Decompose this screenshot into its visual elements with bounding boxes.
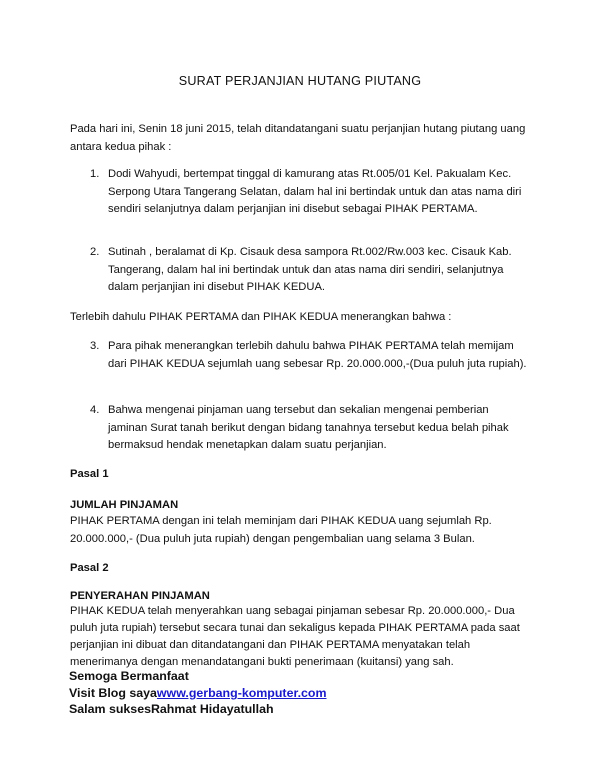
document-title: SURAT PERJANJIAN HUTANG PIUTANG	[178, 74, 422, 88]
list-item-declaration-4	[90, 402, 530, 455]
footer-salam: Salam suksesRahmat Hidayatullah	[69, 702, 274, 716]
blog-link[interactable]: www.gerbang-komputer.com	[156, 686, 327, 700]
list-number: 1.	[90, 168, 100, 180]
pasal-2-body: PIHAK KEDUA telah menyerahkan uang sebagai pinjaman sebesar Rp. 20.000.000,- Dua puluh juta rupiah) tersebut secara tunai dan sekaligus kepada PIHAK PERTAMA pada saat perjanjian ini dibuat dan ditandatangani dan PIHAK PERTAMA menyatakan telah menerimanya dengan menandatangani bukti penerimaan (kuitansi) yang sah.	[70, 605, 520, 668]
footer-visit-prefix: Visit Blog saya	[69, 686, 157, 700]
list-text: Para pihak menerangkan terlebih dahulu bahwa PIHAK PERTAMA telah memijam dari PIHAK KEDUA sejumlah uang sebesar Rp. 20.000.000,-(Dua puluh juta rupiah).	[108, 340, 527, 370]
list-text: Sutinah , beralamat di Kp. Cisauk desa sampora Rt.002/Rw.003 kec. Cisauk Kab. Tangerang, dalam hal ini bertindak untuk dan atas nama diri sendiri, selanjutnya dalam perjanjian ini disebut PIHAK KEDUA.	[108, 246, 512, 293]
list-number: 2.	[90, 246, 100, 258]
intro-paragraph: Pada hari ini, Senin 18 juni 2015, telah ditandatangani suatu perjanjian hutang piutang uang antara kedua pihak :	[70, 123, 526, 153]
pasal-2-heading: PENYERAHAN PINJAMAN	[70, 590, 210, 602]
list-item-declaration-3	[90, 338, 530, 373]
pasal-1-label: Pasal 1	[70, 468, 109, 480]
footer-greeting: Semoga Bermanfaat	[69, 669, 189, 683]
pasal-1-heading: JUMLAH PINJAMAN	[70, 499, 179, 511]
list-item-party-2	[90, 244, 530, 297]
list-item-party-1	[90, 166, 530, 219]
list-text: Dodi Wahyudi, bertempat tinggal di kamurang atas Rt.005/01 Kel. Pakualam Kec. Serpong Utara Tangerang Selatan, dalam hal ini bertindak untuk dan atas nama diri sendiri selanjutnya dalam perjanjian ini disebut sebagai PIHAK PERTAMA.	[108, 168, 522, 215]
statement-paragraph: Terlebih dahulu PIHAK PERTAMA dan PIHAK KEDUA menerangkan bahwa :	[70, 311, 452, 323]
list-number: 3.	[90, 340, 100, 352]
list-number: 4.	[90, 404, 100, 416]
pasal-1-body: PIHAK PERTAMA dengan ini telah meminjam dari PIHAK KEDUA uang sejumlah Rp. 20.000.000,- (Dua puluh juta rupiah) dengan pengembalian uang selama 3 Bulan.	[70, 515, 492, 545]
list-text: Bahwa mengenai pinjaman uang tersebut dan sekalian mengenai pemberian jaminan Surat tanah berikut dengan bidang tanahnya tersebut kedua belah pihak bermaksud hendak menetapkan dalam suatu perjanjian.	[108, 404, 509, 451]
footer-visit-line	[69, 686, 529, 701]
pasal-2-label: Pasal 2	[70, 562, 109, 574]
